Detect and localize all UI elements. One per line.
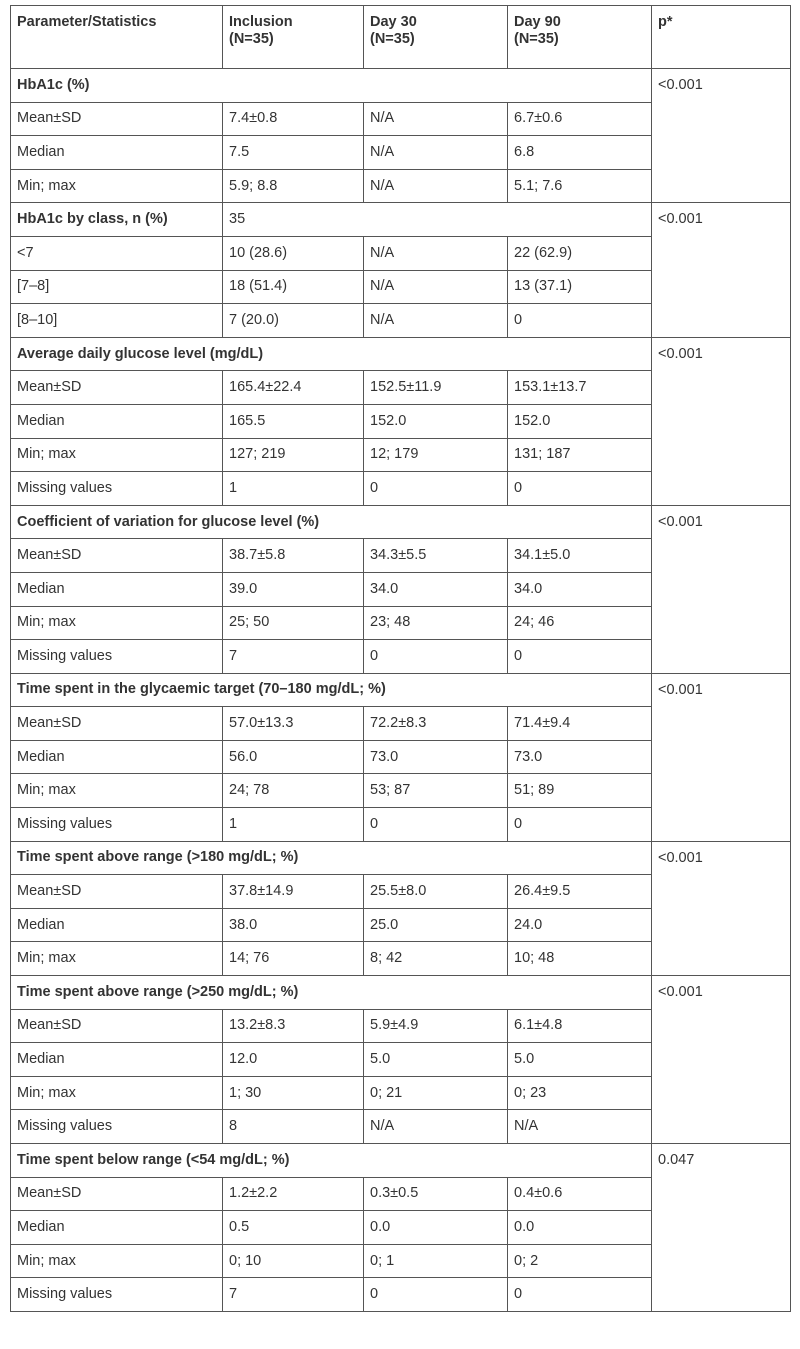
day90-value: 0 <box>508 640 652 674</box>
inclusion-value: 12.0 <box>223 1043 364 1077</box>
inclusion-value: 1 <box>223 808 364 842</box>
day90-value: 24.0 <box>508 908 652 942</box>
inclusion-value: 1; 30 <box>223 1076 364 1110</box>
p-value: <0.001 <box>652 203 791 337</box>
row-label: Mean±SD <box>11 707 223 741</box>
day90-value: 51; 89 <box>508 774 652 808</box>
day90-value: 0 <box>508 472 652 506</box>
day30-value: 5.0 <box>364 1043 508 1077</box>
p-value: <0.001 <box>652 69 791 203</box>
day30-value: N/A <box>364 270 508 304</box>
day90-value: 34.1±5.0 <box>508 539 652 573</box>
day90-value: 0; 23 <box>508 1076 652 1110</box>
day90-value: 13 (37.1) <box>508 270 652 304</box>
inclusion-value: 5.9; 8.8 <box>223 169 364 203</box>
inclusion-value: 57.0±13.3 <box>223 707 364 741</box>
header-p-value: p* <box>652 6 791 69</box>
day30-value: 152.5±11.9 <box>364 371 508 405</box>
day30-value: 34.3±5.5 <box>364 539 508 573</box>
day30-value: 0 <box>364 472 508 506</box>
section-header-row <box>11 841 791 875</box>
day30-value: 0.0 <box>364 1211 508 1245</box>
section-header-row <box>11 673 791 707</box>
inclusion-value: 13.2±8.3 <box>223 1009 364 1043</box>
section-title: Average daily glucose level (mg/dL) <box>11 337 652 371</box>
header-day30: Day 30 (N=35) <box>364 6 508 69</box>
day30-value: 0 <box>364 808 508 842</box>
row-label: Min; max <box>11 942 223 976</box>
inclusion-value: 7 <box>223 1278 364 1312</box>
row-label: [7–8] <box>11 270 223 304</box>
inclusion-value: 7 (20.0) <box>223 304 364 338</box>
inclusion-value: 7 <box>223 640 364 674</box>
inclusion-value: 38.0 <box>223 908 364 942</box>
day30-value: 8; 42 <box>364 942 508 976</box>
inclusion-value: 7.4±0.8 <box>223 102 364 136</box>
inclusion-value: 14; 76 <box>223 942 364 976</box>
day30-value: 5.9±4.9 <box>364 1009 508 1043</box>
section-header-row <box>11 1144 791 1178</box>
row-label: Min; max <box>11 438 223 472</box>
day30-value: 152.0 <box>364 404 508 438</box>
day90-value: 22 (62.9) <box>508 236 652 270</box>
section-header-row <box>11 203 791 237</box>
day90-value: 0.4±0.6 <box>508 1177 652 1211</box>
section-title: Time spent in the glycaemic target (70–180 mg/dL; %) <box>11 673 652 707</box>
p-value: 0.047 <box>652 1144 791 1312</box>
row-label: Median <box>11 740 223 774</box>
p-value: <0.001 <box>652 505 791 673</box>
inclusion-value: 39.0 <box>223 572 364 606</box>
row-label: Median <box>11 404 223 438</box>
inclusion-value: 37.8±14.9 <box>223 875 364 909</box>
section-title: Time spent below range (<54 mg/dL; %) <box>11 1144 652 1178</box>
day90-value: 6.7±0.6 <box>508 102 652 136</box>
day30-value: 53; 87 <box>364 774 508 808</box>
section-title: Coefficient of variation for glucose level (%) <box>11 505 652 539</box>
day90-value: 6.8 <box>508 136 652 170</box>
row-label: Mean±SD <box>11 539 223 573</box>
day30-value: 72.2±8.3 <box>364 707 508 741</box>
inclusion-value: 0.5 <box>223 1211 364 1245</box>
day30-value: 0; 1 <box>364 1244 508 1278</box>
section-title: HbA1c by class, n (%) <box>11 203 223 237</box>
inclusion-value: 8 <box>223 1110 364 1144</box>
glycaemic-parameters-table <box>10 5 791 1312</box>
p-value: <0.001 <box>652 673 791 841</box>
row-label: Min; max <box>11 169 223 203</box>
section-header-row <box>11 505 791 539</box>
day30-value: 0.3±0.5 <box>364 1177 508 1211</box>
row-label: Mean±SD <box>11 102 223 136</box>
day30-value: 0 <box>364 1278 508 1312</box>
p-value: <0.001 <box>652 337 791 505</box>
inclusion-value: 127; 219 <box>223 438 364 472</box>
day90-value: 5.1; 7.6 <box>508 169 652 203</box>
row-label: <7 <box>11 236 223 270</box>
row-label: Median <box>11 1043 223 1077</box>
inclusion-value: 165.5 <box>223 404 364 438</box>
row-label: Missing values <box>11 640 223 674</box>
row-label: Median <box>11 1211 223 1245</box>
day30-value: 25.0 <box>364 908 508 942</box>
row-label: [8–10] <box>11 304 223 338</box>
day30-value: N/A <box>364 236 508 270</box>
row-label: Min; max <box>11 606 223 640</box>
day90-value: 153.1±13.7 <box>508 371 652 405</box>
day90-value: 0 <box>508 304 652 338</box>
row-label: Min; max <box>11 1244 223 1278</box>
row-label: Min; max <box>11 1076 223 1110</box>
p-value: <0.001 <box>652 976 791 1144</box>
section-title: HbA1c (%) <box>11 69 652 103</box>
inclusion-value: 1.2±2.2 <box>223 1177 364 1211</box>
day90-value: 0.0 <box>508 1211 652 1245</box>
section-title: Time spent above range (>180 mg/dL; %) <box>11 841 652 875</box>
row-label: Min; max <box>11 774 223 808</box>
day30-value: N/A <box>364 169 508 203</box>
section-title: Time spent above range (>250 mg/dL; %) <box>11 976 652 1010</box>
day90-value: 6.1±4.8 <box>508 1009 652 1043</box>
row-label: Missing values <box>11 1278 223 1312</box>
inclusion-value: 18 (51.4) <box>223 270 364 304</box>
day90-value: 152.0 <box>508 404 652 438</box>
header-parameter: Parameter/Statistics <box>11 6 223 69</box>
row-label: Mean±SD <box>11 1009 223 1043</box>
inclusion-value: 38.7±5.8 <box>223 539 364 573</box>
section-header-row <box>11 337 791 371</box>
day90-value: 0; 2 <box>508 1244 652 1278</box>
day90-value: 34.0 <box>508 572 652 606</box>
row-label: Median <box>11 572 223 606</box>
row-label: Missing values <box>11 808 223 842</box>
day30-value: 0 <box>364 640 508 674</box>
day90-value: 0 <box>508 808 652 842</box>
inclusion-value: 1 <box>223 472 364 506</box>
row-label: Mean±SD <box>11 371 223 405</box>
header-inclusion: Inclusion (N=35) <box>223 6 364 69</box>
inclusion-value: 56.0 <box>223 740 364 774</box>
day90-value: 5.0 <box>508 1043 652 1077</box>
section-header-row <box>11 69 791 103</box>
row-label: Missing values <box>11 1110 223 1144</box>
day30-value: 34.0 <box>364 572 508 606</box>
day90-value: 71.4±9.4 <box>508 707 652 741</box>
day90-value: 131; 187 <box>508 438 652 472</box>
day90-value: 10; 48 <box>508 942 652 976</box>
table-header-row <box>11 6 791 69</box>
inclusion-value: 0; 10 <box>223 1244 364 1278</box>
day30-value: 25.5±8.0 <box>364 875 508 909</box>
row-label: Missing values <box>11 472 223 506</box>
section-total-value: 35 <box>223 203 652 237</box>
row-label: Mean±SD <box>11 1177 223 1211</box>
day90-value: 0 <box>508 1278 652 1312</box>
table-body <box>11 69 791 1312</box>
inclusion-value: 10 (28.6) <box>223 236 364 270</box>
day30-value: 23; 48 <box>364 606 508 640</box>
inclusion-value: 24; 78 <box>223 774 364 808</box>
header-day90: Day 90 (N=35) <box>508 6 652 69</box>
inclusion-value: 165.4±22.4 <box>223 371 364 405</box>
day30-value: N/A <box>364 304 508 338</box>
day30-value: N/A <box>364 1110 508 1144</box>
row-label: Mean±SD <box>11 875 223 909</box>
row-label: Median <box>11 908 223 942</box>
inclusion-value: 25; 50 <box>223 606 364 640</box>
day90-value: 26.4±9.5 <box>508 875 652 909</box>
day30-value: 12; 179 <box>364 438 508 472</box>
inclusion-value: 7.5 <box>223 136 364 170</box>
day90-value: 24; 46 <box>508 606 652 640</box>
day90-value: N/A <box>508 1110 652 1144</box>
day30-value: 0; 21 <box>364 1076 508 1110</box>
day30-value: N/A <box>364 102 508 136</box>
section-header-row <box>11 976 791 1010</box>
day30-value: 73.0 <box>364 740 508 774</box>
p-value: <0.001 <box>652 841 791 975</box>
row-label: Median <box>11 136 223 170</box>
day30-value: N/A <box>364 136 508 170</box>
day90-value: 73.0 <box>508 740 652 774</box>
